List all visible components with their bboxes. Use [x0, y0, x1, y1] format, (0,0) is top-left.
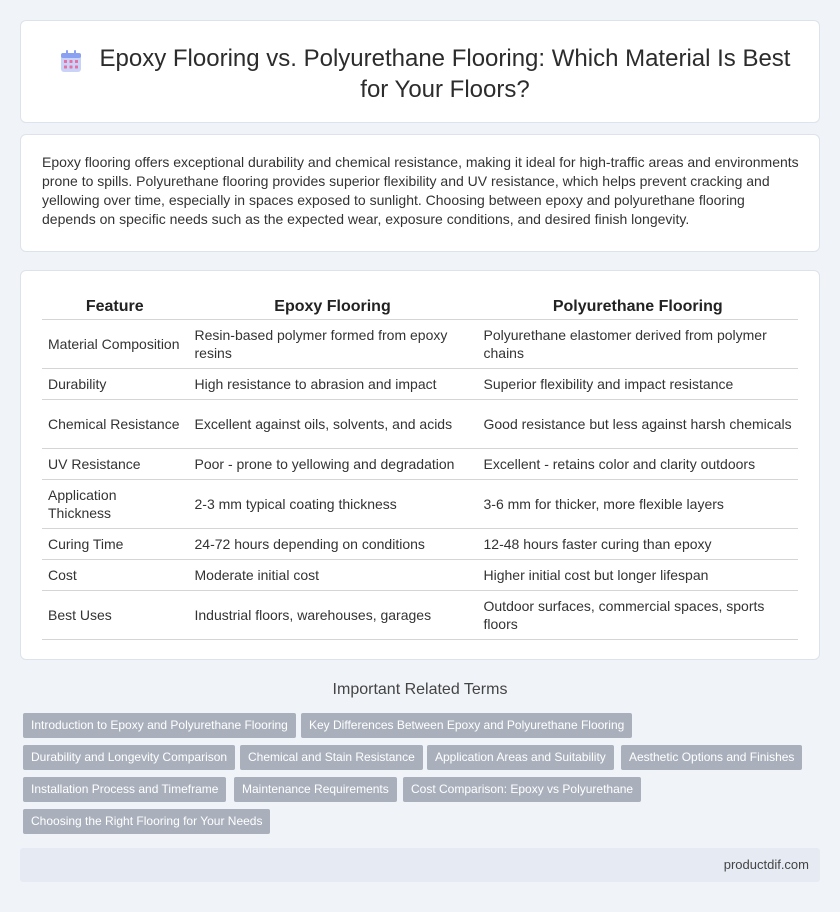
table-row — [42, 529, 798, 560]
table-cell: Excellent - retains color and clarity outdoors — [477, 449, 798, 480]
intro-paragraph: Epoxy flooring offers exceptional durability and chemical resistance, making it ideal for high-traffic areas and environments prone to spills. Polyurethane flooring provides superior flexibility and UV resistance, which helps prevent cracking and yellowing over time, especially in spaces exposed to sunlight. Choosing between epoxy and polyurethane flooring depends on specific needs such as the expected wear, exposure conditions, and desired finish longevity. — [42, 154, 799, 227]
header-epoxy: Epoxy Flooring — [188, 295, 477, 320]
table-row — [42, 400, 798, 449]
comparison-card — [20, 270, 820, 660]
table-cell: Polyurethane elastomer derived from polymer chains — [477, 320, 798, 369]
table-row — [42, 369, 798, 400]
table-cell: Cost — [42, 560, 188, 591]
table-cell: Application Thickness — [42, 480, 188, 529]
comparison-table — [42, 295, 798, 640]
table-row — [42, 560, 798, 591]
header-feature: Feature — [42, 295, 188, 320]
table-cell: Good resistance but less against harsh chemicals — [477, 400, 798, 449]
related-term-tag[interactable]: Aesthetic Options and Finishes — [621, 745, 802, 770]
table-cell: Chemical Resistance — [42, 400, 188, 449]
table-cell: 24-72 hours depending on conditions — [188, 529, 477, 560]
table-cell: High resistance to abrasion and impact — [188, 369, 477, 400]
related-term-tag[interactable]: Chemical and Stain Resistance — [240, 745, 423, 770]
table-cell: Durability — [42, 369, 188, 400]
footer-bar — [20, 848, 820, 882]
table-cell: Best Uses — [42, 591, 188, 640]
table-cell: Material Composition — [42, 320, 188, 369]
header-polyurethane: Polyurethane Flooring — [477, 295, 798, 320]
table-row — [42, 449, 798, 480]
related-term-tag[interactable]: Choosing the Right Flooring for Your Needs — [23, 809, 270, 834]
table-cell: Resin-based polymer formed from epoxy resins — [188, 320, 477, 369]
table-cell: 12-48 hours faster curing than epoxy — [477, 529, 798, 560]
table-header-row — [42, 295, 798, 320]
related-term-tag[interactable]: Durability and Longevity Comparison — [23, 745, 235, 770]
related-terms-heading: Important Related Terms — [332, 681, 508, 698]
table-cell: Superior flexibility and impact resistance — [477, 369, 798, 400]
intro-card — [20, 134, 820, 252]
table-cell: UV Resistance — [42, 449, 188, 480]
table-cell: Excellent against oils, solvents, and acids — [188, 400, 477, 449]
related-term-tag[interactable]: Installation Process and Timeframe — [23, 777, 226, 802]
table-cell: Higher initial cost but longer lifespan — [477, 560, 798, 591]
table-cell: Curing Time — [42, 529, 188, 560]
table-row — [42, 320, 798, 369]
table-cell: 2-3 mm typical coating thickness — [188, 480, 477, 529]
table-row — [42, 480, 798, 529]
related-term-tag[interactable]: Maintenance Requirements — [234, 777, 397, 802]
table-cell: Outdoor surfaces, commercial spaces, sports floors — [477, 591, 798, 640]
related-term-tag[interactable]: Application Areas and Suitability — [427, 745, 614, 770]
table-cell: 3-6 mm for thicker, more flexible layers — [477, 480, 798, 529]
related-term-tag[interactable]: Cost Comparison: Epoxy vs Polyurethane — [403, 777, 641, 802]
related-term-tag[interactable]: Key Differences Between Epoxy and Polyurethane Flooring — [301, 713, 632, 738]
table-row — [42, 591, 798, 640]
footer-site-link[interactable]: productdif.com — [723, 857, 809, 872]
calendar-grid-icon — [61, 50, 81, 72]
page-title: Epoxy Flooring vs. Polyurethane Flooring: Which Material Is Best for Your Floors? — [99, 45, 791, 103]
table-cell: Moderate initial cost — [188, 560, 477, 591]
table-cell: Industrial floors, warehouses, garages — [188, 591, 477, 640]
table-cell: Poor - prone to yellowing and degradation — [188, 449, 477, 480]
title-card — [20, 20, 820, 123]
related-term-tag[interactable]: Introduction to Epoxy and Polyurethane Flooring — [23, 713, 296, 738]
